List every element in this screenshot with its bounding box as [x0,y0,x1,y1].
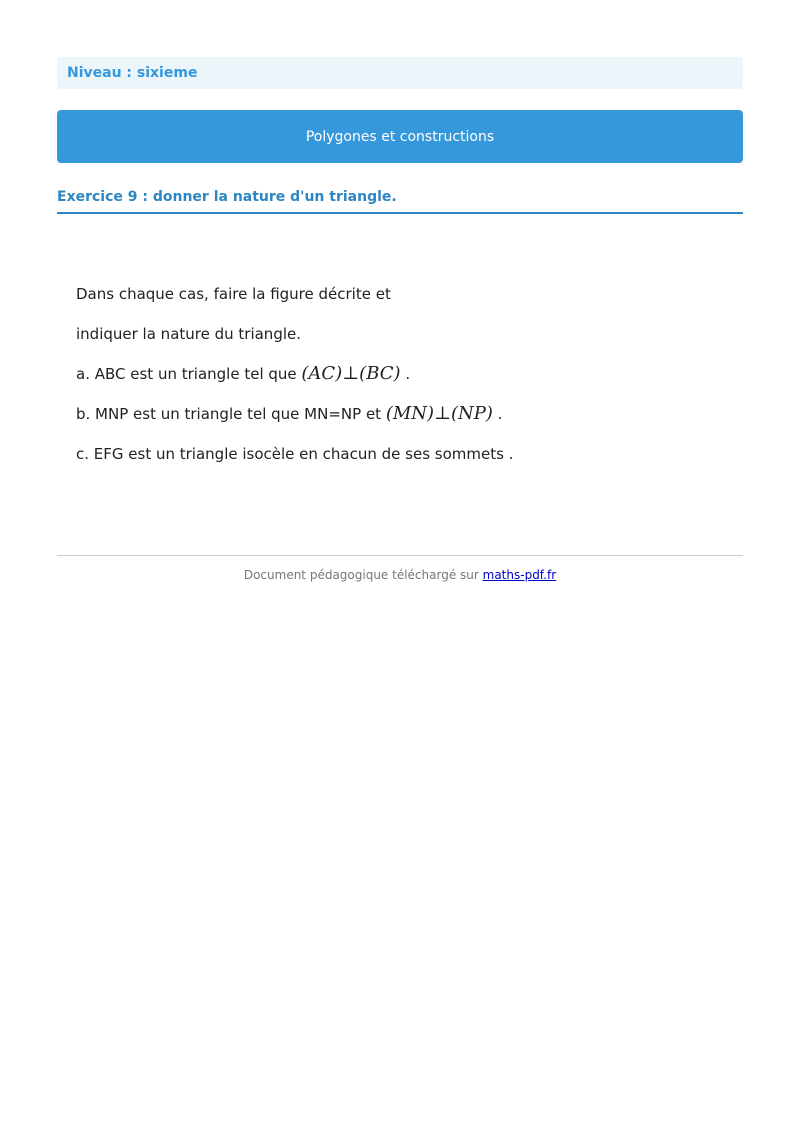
intro-line-2: indiquer la nature du triangle. [76,325,301,343]
item-b-end: . [492,405,503,423]
item-c: c. EFG est un triangle isocèle en chacun de ses sommets . [76,445,514,463]
footer-link[interactable]: maths-pdf.fr [482,568,557,582]
perpendicular-symbol: ⊥ [342,363,360,384]
item-b-math-left: (MN) [385,403,435,424]
exercise-title [57,186,743,214]
item-b-math [386,403,493,424]
intro-line-1: Dans chaque cas, faire la figure décrite et [76,285,391,303]
level-box [57,57,743,89]
exercise-title-text: Exercice 9 : donner la nature d'un triangle. [57,189,397,205]
exercise-statement [76,282,736,482]
chapter-title: Polygones et constructions [305,128,495,145]
item-a [76,362,736,402]
item-b-math-right: (NP) [451,403,493,424]
perpendicular-symbol: ⊥ [434,403,451,424]
item-a-end: . [400,365,411,383]
item-a-math-left: (AC) [301,363,343,384]
item-b [76,402,736,442]
footer-divider [57,555,743,556]
item-a-text: a. ABC est un triangle tel que [76,365,302,383]
level-label: Niveau : sixieme [67,65,198,81]
item-b-text: b. MNP est un triangle tel que MN=NP et [76,405,386,423]
chapter-banner [57,110,743,163]
footer [57,568,743,582]
footer-text: Document pédagogique téléchargé sur [243,568,483,582]
item-a-math [301,363,400,384]
item-a-math-right: (BC) [359,363,401,384]
